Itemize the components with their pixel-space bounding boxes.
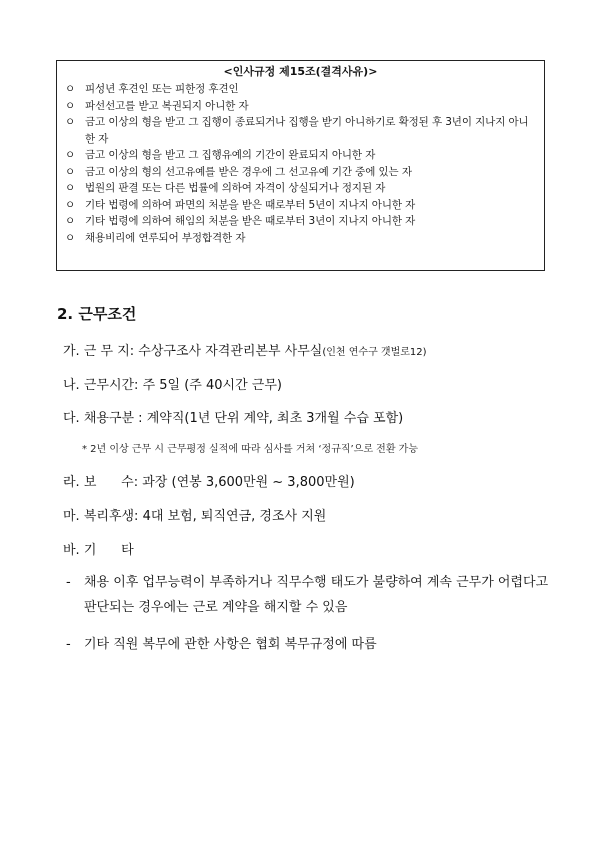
rule-item — [65, 230, 536, 247]
rule-item-text: 법원의 판결 또는 다른 법률에 의하여 자격이 상실되거나 정지된 자 — [85, 182, 386, 194]
rule-item — [65, 180, 536, 197]
condition-etc — [63, 542, 134, 560]
disqualification-rules-box — [56, 60, 545, 271]
condition-hours — [63, 377, 282, 395]
condition-label: 가. 근 무 지: — [63, 344, 139, 359]
etc-item-text: 기타 직원 복무에 관한 사항은 협회 복무규정에 따름 — [84, 637, 377, 652]
condition-value: 수상구조사 자격관리본부 사무실 — [138, 344, 323, 359]
rule-item — [65, 114, 536, 147]
bullet-icon: ㅇ — [65, 215, 76, 227]
rule-item-text: 피성년 후견인 또는 피한정 후견인 — [85, 83, 239, 95]
condition-welfare — [63, 508, 326, 526]
condition-label: 라. 보 수: — [63, 475, 143, 490]
rule-item-text: 금고 이상의 형의 선고유예를 받은 경우에 그 선고유예 기간 중에 있는 자 — [85, 165, 412, 178]
bullet-icon: ㅇ — [65, 99, 76, 112]
condition-employment-type — [63, 410, 403, 428]
condition-label: 바. 기 타 — [63, 543, 134, 558]
condition-value: 계약직(1년 단위 계약, 최초 3개월 수습 포함) — [146, 411, 404, 426]
bullet-icon: ㅇ — [65, 182, 76, 194]
section-title-work-conditions: 2. 근무조건 — [57, 305, 137, 323]
rule-item — [65, 98, 536, 115]
rule-item-text: 파선선고를 받고 복권되지 아니한 자 — [85, 99, 249, 112]
bullet-icon: ㅇ — [65, 83, 76, 95]
bullet-icon: ㅇ — [65, 149, 76, 161]
rule-item-text: 채용비리에 연루되어 부정합격한 자 — [85, 231, 246, 244]
bullet-icon: ㅇ — [65, 231, 76, 244]
etc-item — [66, 632, 562, 657]
condition-value: 과장 (연봉 3,600만원 ~ 3,800만원) — [142, 475, 355, 490]
rule-item — [65, 147, 536, 164]
rule-item-text: 기타 법령에 의하여 해임의 처분을 받은 때로부터 3년이 지나지 아니한 자 — [85, 215, 416, 227]
condition-location — [63, 343, 427, 362]
rule-item — [65, 197, 536, 214]
condition-pay — [63, 474, 355, 492]
bullet-icon: ㅇ — [65, 198, 76, 211]
condition-label: 마. 복리후생: — [63, 509, 143, 524]
etc-item — [66, 570, 562, 620]
rule-item — [65, 164, 536, 181]
rule-item-text: 금고 이상의 형을 받고 그 집행유예의 기간이 완료되지 아니한 자 — [85, 149, 376, 161]
bullet-icon: ㅇ — [65, 116, 76, 128]
condition-value: 4대 보험, 퇴직연금, 경조사 지원 — [142, 509, 327, 524]
rule-item — [65, 213, 536, 230]
condition-detail: (인천 연수구 갯벌로12) — [322, 347, 427, 358]
dash-icon: - — [66, 575, 71, 590]
etc-item-text: 채용 이후 업무능력이 부족하거나 직무수행 태도가 불량하여 계속 근무가 어렵다고 판단되는 경우에는 근로 계약을 해지할 수 있음 — [84, 575, 549, 615]
rules-box-title: <인사규정 제15조(결격사유)> — [223, 65, 378, 78]
employment-type-note: * 2년 이상 근무 시 근무평정 실적에 따라 심사를 거쳐 ‘정규직’으로 전환 가능 — [82, 444, 419, 455]
dash-icon: - — [66, 637, 71, 652]
condition-label: 나. 근무시간: — [63, 378, 143, 393]
rule-item-text: 금고 이상의 형을 받고 그 집행이 종료되거나 집행을 받기 아니하기로 확정된 후 3년이 지나지 아니한 자 — [85, 116, 529, 145]
rule-item-text: 기타 법령에 의하여 파면의 처분을 받은 때로부터 5년이 지나지 아니한 자 — [85, 198, 416, 211]
condition-value: 주 5일 (주 40시간 근무) — [142, 378, 282, 393]
bullet-icon: ㅇ — [65, 165, 76, 178]
condition-label: 다. 채용구분 : — [63, 411, 147, 426]
rule-item — [65, 81, 536, 98]
